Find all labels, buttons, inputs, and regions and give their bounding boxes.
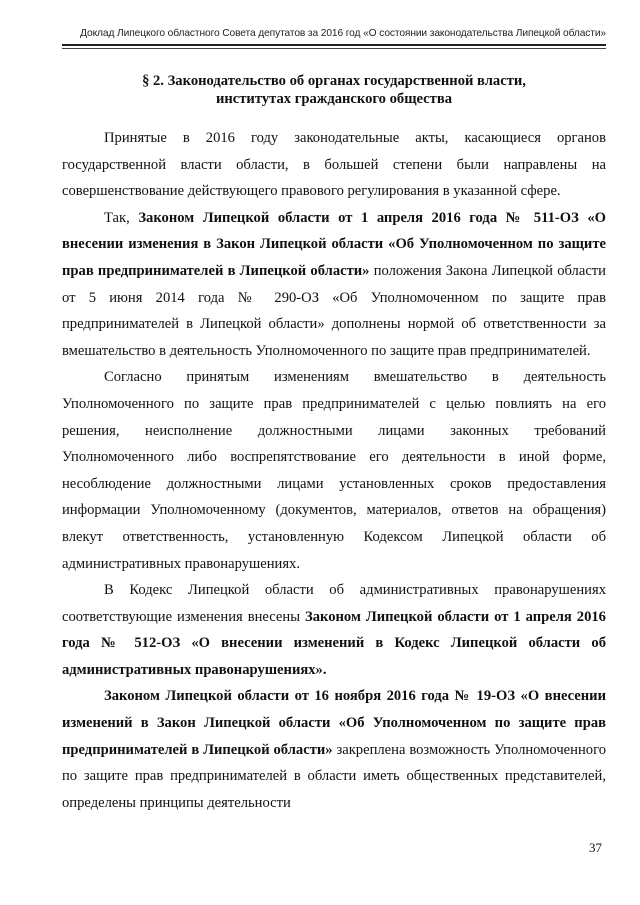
paragraph-5 bbox=[62, 683, 606, 816]
paragraph-5-tail: закреплена возможность Уполномоченного по защите прав предпринимателей в области иметь общественных представителей, определены принципы деятельности bbox=[62, 741, 606, 811]
law-511-oz-reference: Законом Липецкой области от 1 апреля 2016 года № 511-ОЗ «О внесении изменения в Закон Липецкой области «Об Уполномоченном по защите прав предпринимателей в Липецкой области» bbox=[62, 209, 606, 279]
document-body bbox=[62, 125, 606, 816]
law-512-oz-reference: Законом Липецкой области от 1 апреля 2016 года № 512-ОЗ «О внесении изменений в Кодекс Липецкой области об административных правонарушениях». bbox=[62, 608, 606, 678]
header-rule-thin bbox=[62, 48, 606, 49]
paragraph-4-lead: В Кодекс Липецкой области об административных правонарушениях соответствующие изменения внесены bbox=[62, 582, 606, 625]
running-header: Доклад Липецкого областного Совета депутатов за 2016 год «О состоянии законодательства Липецкой области» bbox=[80, 28, 606, 39]
page-number: 37 bbox=[589, 840, 602, 855]
section-title bbox=[62, 72, 606, 108]
paragraph-2-tail: положения Закона Липецкой области от 5 июня 2014 года № 290-ОЗ «Об Уполномоченном по защите прав предпринимателей в Липецкой области» дополнены нормой об ответственности за вмешательство в деятельность Уполномоченного по защите прав предпринимателей. bbox=[62, 262, 606, 359]
header-rule-thick bbox=[62, 44, 606, 46]
paragraph-1: Принятые в 2016 году законодательные акты, касающиеся органов государственной власти области, в большей степени были направлены на совершенствование действующего правового регулирования в указанной сфере. bbox=[62, 130, 606, 200]
paragraph-3: Согласно принятым изменениям вмешательство в деятельность Уполномоченного по защите прав предпринимателей с целью повлиять на его решения, неисполнение должностными лицами законных требований Уполномоченного либо воспрепятствование его деятельности в иной форме, несоблюдение должностными лицами установленных сроков предоставления информации Уполномоченному (документов, материалов, ответов на обращения) влекут ответственность, установленную Кодексом Липецкой области об административных правонарушениях. bbox=[62, 369, 606, 572]
paragraph-2 bbox=[62, 205, 606, 365]
section-title-line-1: § 2. Законодательство об органах государственной власти, bbox=[142, 73, 526, 89]
section-title-line-2: институтах гражданского общества bbox=[215, 91, 453, 107]
paragraph-4 bbox=[62, 577, 606, 683]
law-19-oz-reference: Законом Липецкой области от 16 ноября 2016 года № 19-ОЗ «О внесении изменений в Закон Липецкой области «Об Уполномоченном по защите прав предпринимателей в Липецкой области» bbox=[62, 688, 606, 758]
paragraph-2-lead: Так, bbox=[104, 209, 139, 226]
